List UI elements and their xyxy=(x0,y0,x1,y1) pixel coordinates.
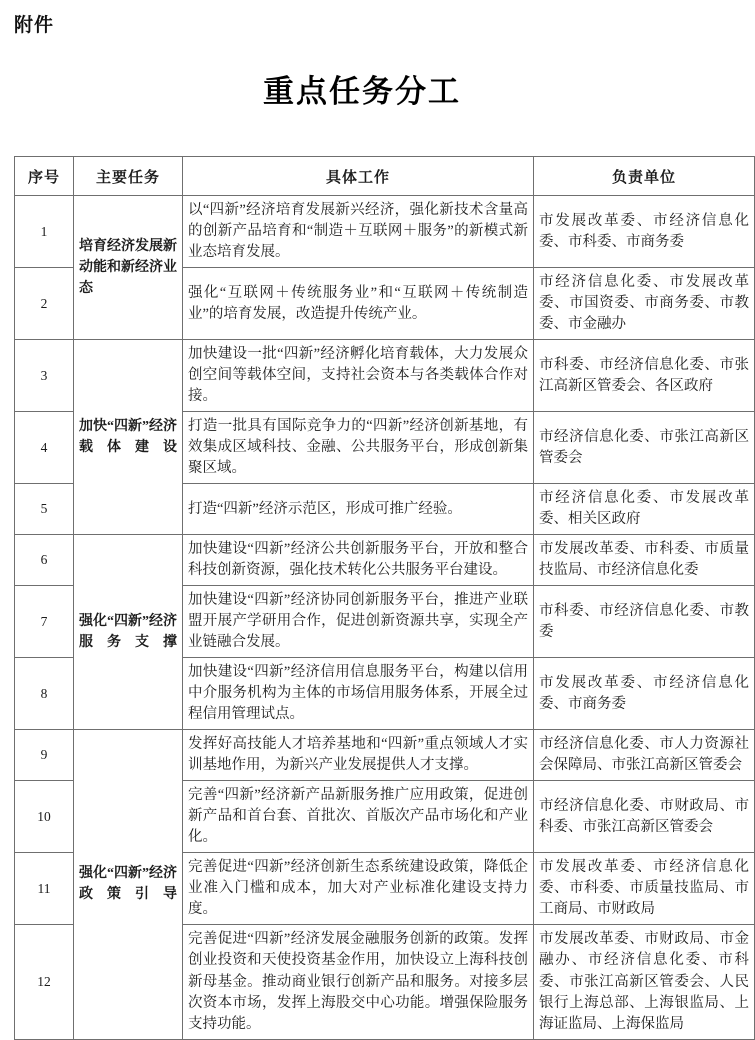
cell-no: 4 xyxy=(15,412,74,484)
cell-no: 3 xyxy=(15,340,74,412)
table-body xyxy=(15,196,755,1040)
cell-no: 11 xyxy=(15,853,74,925)
cell-no: 9 xyxy=(15,730,74,781)
cell-no: 5 xyxy=(15,484,74,535)
cell-work: 强化“互联网＋传统服务业”和“互联网＋传统制造业”的培育发展，改造提升传统产业。 xyxy=(183,268,534,340)
cell-unit: 市科委、市经济信息化委、市教委 xyxy=(534,586,755,658)
table-row xyxy=(15,535,755,586)
page-title: 重点任务分工 xyxy=(263,74,461,109)
table-row xyxy=(15,340,755,412)
cell-work: 打造一批具有国际竞争力的“四新”经济创新基地，有效集成区域科技、金融、公共服务平台，形成创新集聚区域。 xyxy=(183,412,534,484)
cell-no: 10 xyxy=(15,781,74,853)
cell-unit: 市经济信息化委、市张江高新区管委会 xyxy=(534,412,755,484)
attachment-label: 附件 xyxy=(14,15,55,36)
cell-no: 12 xyxy=(15,925,74,1039)
cell-unit: 市科委、市经济信息化委、市张江高新区管委会、各区政府 xyxy=(534,340,755,412)
cell-unit: 市发展改革委、市财政局、市金融办、市经济信息化委、市科委、市张江高新区管委会、人民银行上海总部、上海银监局、上海证监局、上海保监局 xyxy=(534,925,755,1039)
cell-unit: 市经济信息化委、市发展改革委、相关区政府 xyxy=(534,484,755,535)
cell-no: 2 xyxy=(15,268,74,340)
cell-unit: 市经济信息化委、市财政局、市科委、市张江高新区管委会 xyxy=(534,781,755,853)
cell-work: 加快建设“四新”经济公共创新服务平台，开放和整合科技创新资源，强化技术转化公共服务平台建设。 xyxy=(183,535,534,586)
cell-no: 7 xyxy=(15,586,74,658)
cell-work: 打造“四新”经济示范区，形成可推广经验。 xyxy=(183,484,534,535)
cell-unit: 市发展改革委、市经济信息化委、市商务委 xyxy=(534,658,755,730)
column-header-no: 序号 xyxy=(15,157,74,196)
cell-main-task-group: 培育经济发展新动能和新经济业态 xyxy=(74,196,183,340)
cell-work: 完善“四新”经济新产品新服务推广应用政策，促进创新产品和首台套、首批次、首版次产品市场化和产业化。 xyxy=(183,781,534,853)
cell-work: 完善促进“四新”经济创新生态系统建设政策，降低企业准入门槛和成本，加大对产业标准化建设支持力度。 xyxy=(183,853,534,925)
column-header-work: 具体工作 xyxy=(183,157,534,196)
cell-no: 1 xyxy=(15,196,74,268)
cell-main-task-group: 加快“四新”经济载体建设 xyxy=(74,340,183,535)
cell-work: 加快建设一批“四新”经济孵化培育载体，大力发展众创空间等载体空间，支持社会资本与各类载体合作对接。 xyxy=(183,340,534,412)
cell-unit: 市发展改革委、市经济信息化委、市科委、市质量技监局、市工商局、市财政局 xyxy=(534,853,755,925)
table-header xyxy=(15,157,755,196)
cell-work: 完善促进“四新”经济发展金融服务创新的政策。发挥创业投资和天使投资基金作用，加快设立上海科技创新母基金。推动商业银行创新产品和服务。对接多层次资本市场，发挥上海股交中心功能。增强保险服务支持功能。 xyxy=(183,925,534,1039)
cell-no: 8 xyxy=(15,658,74,730)
cell-unit: 市发展改革委、市经济信息化委、市科委、市商务委 xyxy=(534,196,755,268)
cell-work: 加快建设“四新”经济协同创新服务平台，推进产业联盟开展产学研用合作，促进创新资源共享，实现全产业链融合发展。 xyxy=(183,586,534,658)
table-row xyxy=(15,730,755,781)
cell-work: 发挥好高技能人才培养基地和“四新”重点领域人才实训基地作用，为新兴产业发展提供人才支撑。 xyxy=(183,730,534,781)
cell-no: 6 xyxy=(15,535,74,586)
column-header-main-task: 主要任务 xyxy=(74,157,183,196)
cell-unit: 市经济信息化委、市人力资源社会保障局、市张江高新区管委会 xyxy=(534,730,755,781)
cell-main-task-group: 强化“四新”经济服务支撑 xyxy=(74,535,183,730)
cell-unit: 市发展改革委、市科委、市质量技监局、市经济信息化委 xyxy=(534,535,755,586)
table-header-row xyxy=(15,157,755,196)
cell-work: 加快建设“四新”经济信用信息服务平台，构建以信用中介服务机构为主体的市场信用服务体系，开展全过程信用管理试点。 xyxy=(183,658,534,730)
task-assignment-table xyxy=(14,156,755,1040)
column-header-unit: 负责单位 xyxy=(534,157,755,196)
table-row xyxy=(15,196,755,268)
cell-unit: 市经济信息化委、市发展改革委、市国资委、市商务委、市教委、市金融办 xyxy=(534,268,755,340)
cell-work: 以“四新”经济培育发展新兴经济，强化新技术含量高的创新产品培育和“制造＋互联网＋服务”的新模式新业态培育发展。 xyxy=(183,196,534,268)
cell-main-task-group: 强化“四新”经济政策引导 xyxy=(74,730,183,1039)
